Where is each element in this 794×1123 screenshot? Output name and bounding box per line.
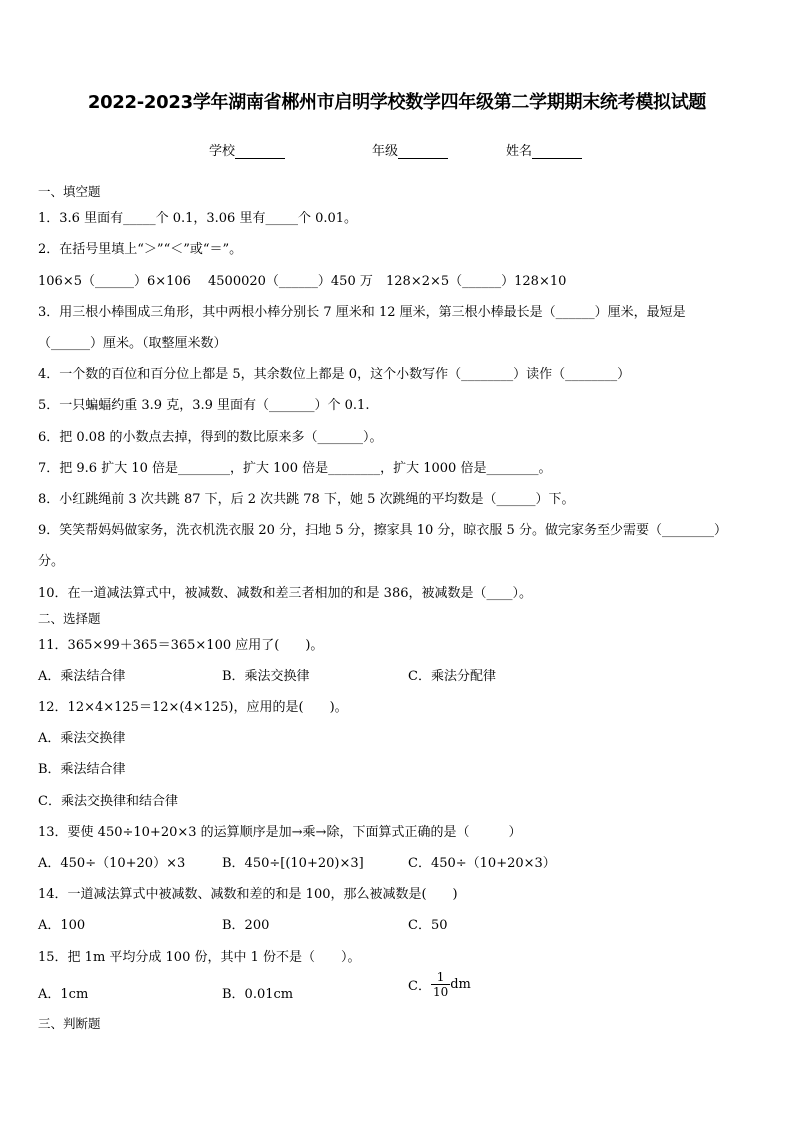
question-9-line-1: 9．笑笑帮妈妈做家务，洗衣机洗衣服 20 分，扫地 5 分，擦家具 10 分，晾衣服 5 分。做完家务至少需要（________） [38,523,727,538]
question-14-option-b[interactable]: B．200 [222,918,270,933]
question-14-option-c[interactable]: C．50 [408,918,448,933]
question-9-line-2: 分。 [38,554,65,569]
question-13-option-c[interactable]: C．450÷（10+20×3） [408,856,556,871]
question-12-option-c[interactable]: C．乘法交换律和结合律 [38,794,178,809]
question-3-line-1: 3．用三根小棒围成三角形，其中两根小棒分别长 7 厘米和 12 厘米，第三根小棒最长是（______）厘米，最短是 [38,305,686,320]
question-12-option-a[interactable]: A．乘法交换律 [38,731,126,746]
option-c-prefix: C． [408,979,431,994]
question-15-option-b[interactable]: B．0.01cm [222,987,294,1002]
question-13-option-b[interactable]: B．450÷[(10+20)×3] [222,856,364,871]
question-8: 8．小红跳绳前 3 次共跳 87 下，后 2 次共跳 78 下，她 5 次跳绳的平均数是（______）下。 [38,492,575,507]
section-heading-judgement: 三、判断题 [38,1016,101,1031]
question-15-option-c[interactable] [408,970,471,999]
grade-field [372,140,448,159]
question-14-option-a[interactable]: A．100 [38,918,86,933]
section-heading-fill-in: 一、填空题 [38,184,101,199]
page-title: 2022-2023学年湖南省郴州市启明学校数学四年级第二学期期末统考模拟试题 [87,92,707,113]
question-7: 7．把 9.6 扩大 10 倍是________，扩大 100 倍是________，扩大 1000 倍是________。 [38,461,552,476]
question-13: 13．要使 450÷10+20×3 的运算顺序是加→乘→除，下面算式正确的是（ ） [38,825,522,840]
name-blank[interactable] [532,158,582,159]
fraction-numerator: 1 [431,970,450,985]
question-12: 12．12×4×125＝12×(4×125)，应用的是( )。 [38,700,348,715]
option-c-unit: dm [450,977,471,992]
grade-label: 年级 [372,144,399,159]
name-label: 姓名 [506,144,533,159]
question-11-option-a[interactable]: A．乘法结合律 [38,669,126,684]
fraction-denominator: 10 [432,985,449,999]
school-blank[interactable] [235,158,285,159]
question-1: 1．3.6 里面有_____个 0.1，3.06 里有_____个 0.01。 [38,211,358,226]
question-2-item-b: 4500020（______）450 万 [208,274,373,289]
question-15: 15．把 1m 平均分成 100 份，其中 1 份不是（ ）。 [38,950,361,965]
question-15-option-a[interactable]: A．1cm [38,987,89,1002]
school-label: 学校 [209,144,236,159]
question-12-option-b[interactable]: B．乘法结合律 [38,762,126,777]
question-2-item-a: 106×5（______）6×106 [38,274,191,289]
name-field [506,140,582,159]
grade-blank[interactable] [398,158,448,159]
question-2: 2．在括号里填上“＞”“＜”或“＝”。 [38,242,243,257]
question-4: 4．一个数的百位和百分位上都是 5，其余数位上都是 0，这个小数写作（________）读作（________） [38,367,631,382]
section-heading-choice: 二、选择题 [38,611,101,626]
fraction [431,970,450,999]
question-11-option-b[interactable]: B．乘法交换律 [222,669,310,684]
question-5: 5．一只蝙蝠约重 3.9 克，3.9 里面有（_______）个 0.1. [38,398,370,413]
question-13-option-a[interactable]: A．450÷（10+20）×3 [38,856,186,871]
question-11: 11．365×99＋365＝365×100 应用了( )。 [38,638,324,653]
school-field [209,140,285,159]
question-11-option-c[interactable]: C．乘法分配律 [408,669,496,684]
question-10: 10．在一道减法算式中，被减数、减数和差三者相加的和是 386，被减数是（____）。 [38,586,532,601]
question-6: 6．把 0.08 的小数点去掉，得到的数比原来多（_______）。 [38,430,383,445]
question-3-line-2: （______）厘米。（取整厘米数） [38,336,227,351]
question-14: 14．一道减法算式中被减数、减数和差的和是 100，那么被减数是( ) [38,887,458,902]
question-2-item-c: 128×2×5（______）128×10 [386,274,567,289]
